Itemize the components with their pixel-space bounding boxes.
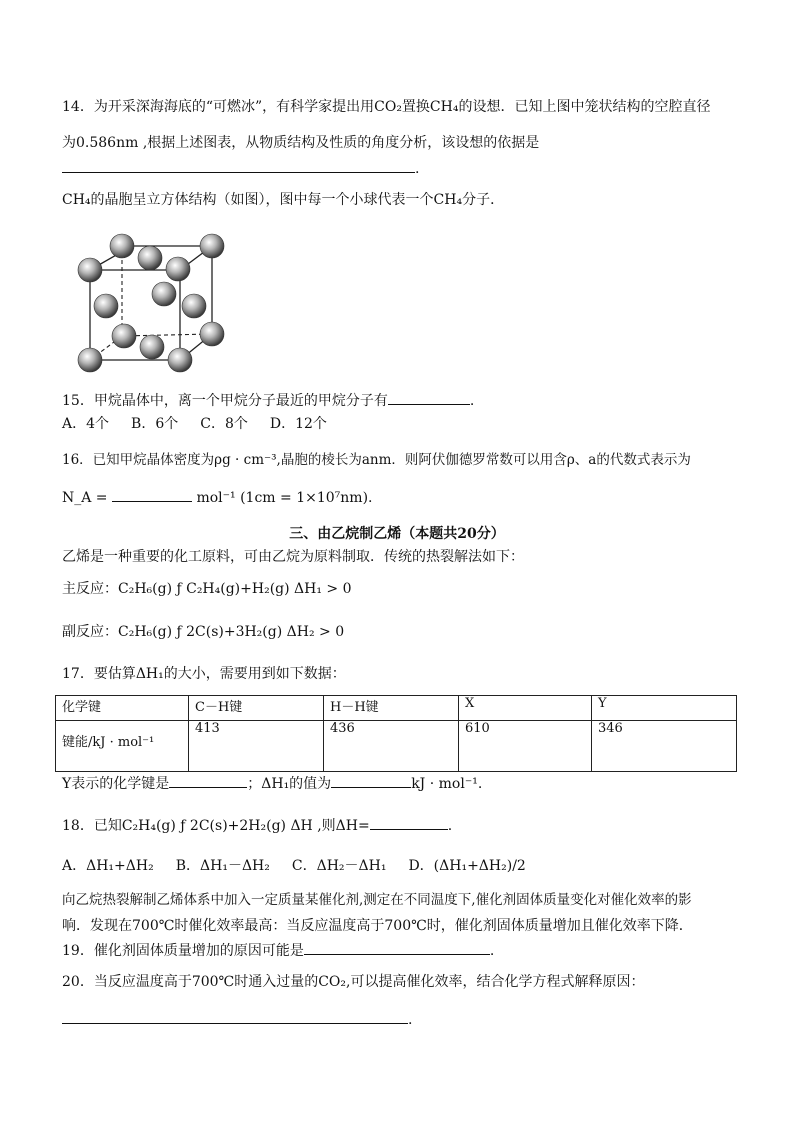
molecule-ball: [112, 324, 136, 348]
q15-options: [62, 414, 349, 434]
q15-blank[interactable]: [388, 390, 470, 405]
section-3-title: 三、由乙烷制乙烯（本题共20分）: [289, 526, 505, 542]
section-3-intro: 乙烯是一种重要的化工原料，可由乙烷为原料制取．传统的热裂解法如下：: [62, 549, 524, 565]
molecule-ball: [200, 234, 224, 258]
molecule-ball: [78, 258, 102, 282]
q17-blank-bond[interactable]: [169, 773, 247, 788]
table-cell: 键能/kJ · mol⁻¹: [56, 721, 189, 772]
q16-blank[interactable]: [112, 487, 192, 502]
q16-expression: N_A = mol⁻¹ (1cm = 1×10⁷nm).: [62, 487, 372, 508]
molecule-ball: [182, 294, 206, 318]
q20-question: 20．当反应温度高于700℃时通入过量的CO₂,可以提高催化效率，结合化学方程式解释原因：: [62, 974, 645, 990]
molecule-ball: [78, 348, 102, 372]
table-cell: X: [459, 696, 592, 721]
table-cell: 346: [592, 721, 737, 772]
main-reaction: 主反应：C₂H₆(g) ƒ C₂H₄(g)+H₂(g) ΔH₁ > 0: [62, 581, 352, 597]
table-row: [56, 721, 737, 772]
q19-blank[interactable]: [304, 940, 490, 955]
ch4-unit-cell-figure: [66, 228, 236, 380]
table-cell: 化学键: [56, 696, 189, 721]
q17-blank-dh1[interactable]: [331, 773, 411, 788]
q18-question: 18．已知C₂H₄(g) ƒ 2C(s)+2H₂(g) ΔH ,则ΔH= .: [62, 815, 452, 836]
q20-answer-line[interactable]: .: [62, 1009, 412, 1030]
q15-option-a[interactable]: A．4个: [62, 416, 110, 432]
table-cell: 610: [459, 721, 592, 772]
molecule-ball: [140, 335, 164, 359]
q15-question: 15．甲烷晶体中，离一个甲烷分子最近的甲烷分子有 .: [62, 390, 474, 411]
q18-option-d[interactable]: D．(ΔH₁+ΔH₂)/2: [408, 858, 526, 874]
q18-options: [62, 856, 548, 876]
table-header-row: [56, 696, 737, 721]
q15-option-b[interactable]: B．6个: [131, 416, 179, 432]
side-reaction: 副反应：C₂H₆(g) ƒ 2C(s)+3H₂(g) ΔH₂ > 0: [62, 624, 345, 640]
q18-option-a[interactable]: A．ΔH₁+ΔH₂: [62, 858, 154, 874]
q18-option-c[interactable]: C．ΔH₂－ΔH₁: [291, 858, 387, 874]
table-cell: 436: [324, 721, 459, 772]
q14-line2: 为0.586nm ,根据上述图表，从物质结构及性质的角度分析，该设想的依据是: [62, 135, 540, 151]
molecule-ball: [168, 348, 192, 372]
q18-option-b[interactable]: B．ΔH₁－ΔH₂: [175, 858, 270, 874]
q14-line1: 14．为开采深海海底的“可燃冰”，有科学家提出用CO₂置换CH₄的设想．已知上图中笼状结构的空腔直径: [62, 99, 711, 115]
catalyst-paragraph-line2: 响．发现在700℃时催化效率最高：当反应温度高于700℃时，催化剂固体质量增加且催化效率下降．: [62, 918, 693, 934]
table-cell: Y: [592, 696, 737, 721]
molecule-ball: [152, 282, 176, 306]
molecule-ball: [94, 294, 118, 318]
q16-question: 16．已知甲烷晶体密度为ρg · cm⁻³,晶胞的棱长为anm．则阿伏伽德罗常数可以用含ρ、a的代数式表示为: [62, 452, 691, 468]
ch4-intro: CH₄的晶胞呈立方体结构（如图），图中每一个小球代表一个CH₄分子．: [62, 192, 505, 208]
q19-question: 19．催化剂固体质量增加的原因可能是 .: [62, 940, 494, 961]
q15-option-c[interactable]: C．8个: [200, 416, 248, 432]
q18-blank[interactable]: [370, 815, 448, 830]
table-cell: H－H键: [324, 696, 459, 721]
q14-answer-line[interactable]: .: [62, 158, 419, 179]
table-cell: C－H键: [189, 696, 324, 721]
bond-energy-table: [55, 695, 737, 772]
molecule-ball: [200, 322, 224, 346]
molecule-ball: [138, 246, 162, 270]
q17-answers: Y表示的化学键是 ；ΔH₁的值为 kJ · mol⁻¹.: [62, 773, 482, 794]
catalyst-paragraph-line1: 向乙烷热裂解制乙烯体系中加入一定质量某催化剂,测定在不同温度下,催化剂固体质量变化对催化效率的影: [62, 892, 692, 908]
table-cell: 413: [189, 721, 324, 772]
molecule-ball: [166, 257, 190, 281]
q15-option-d[interactable]: D．12个: [269, 416, 327, 432]
q17-question: 17．要估算ΔH₁的大小，需要用到如下数据：: [62, 666, 346, 682]
molecule-ball: [110, 234, 134, 258]
